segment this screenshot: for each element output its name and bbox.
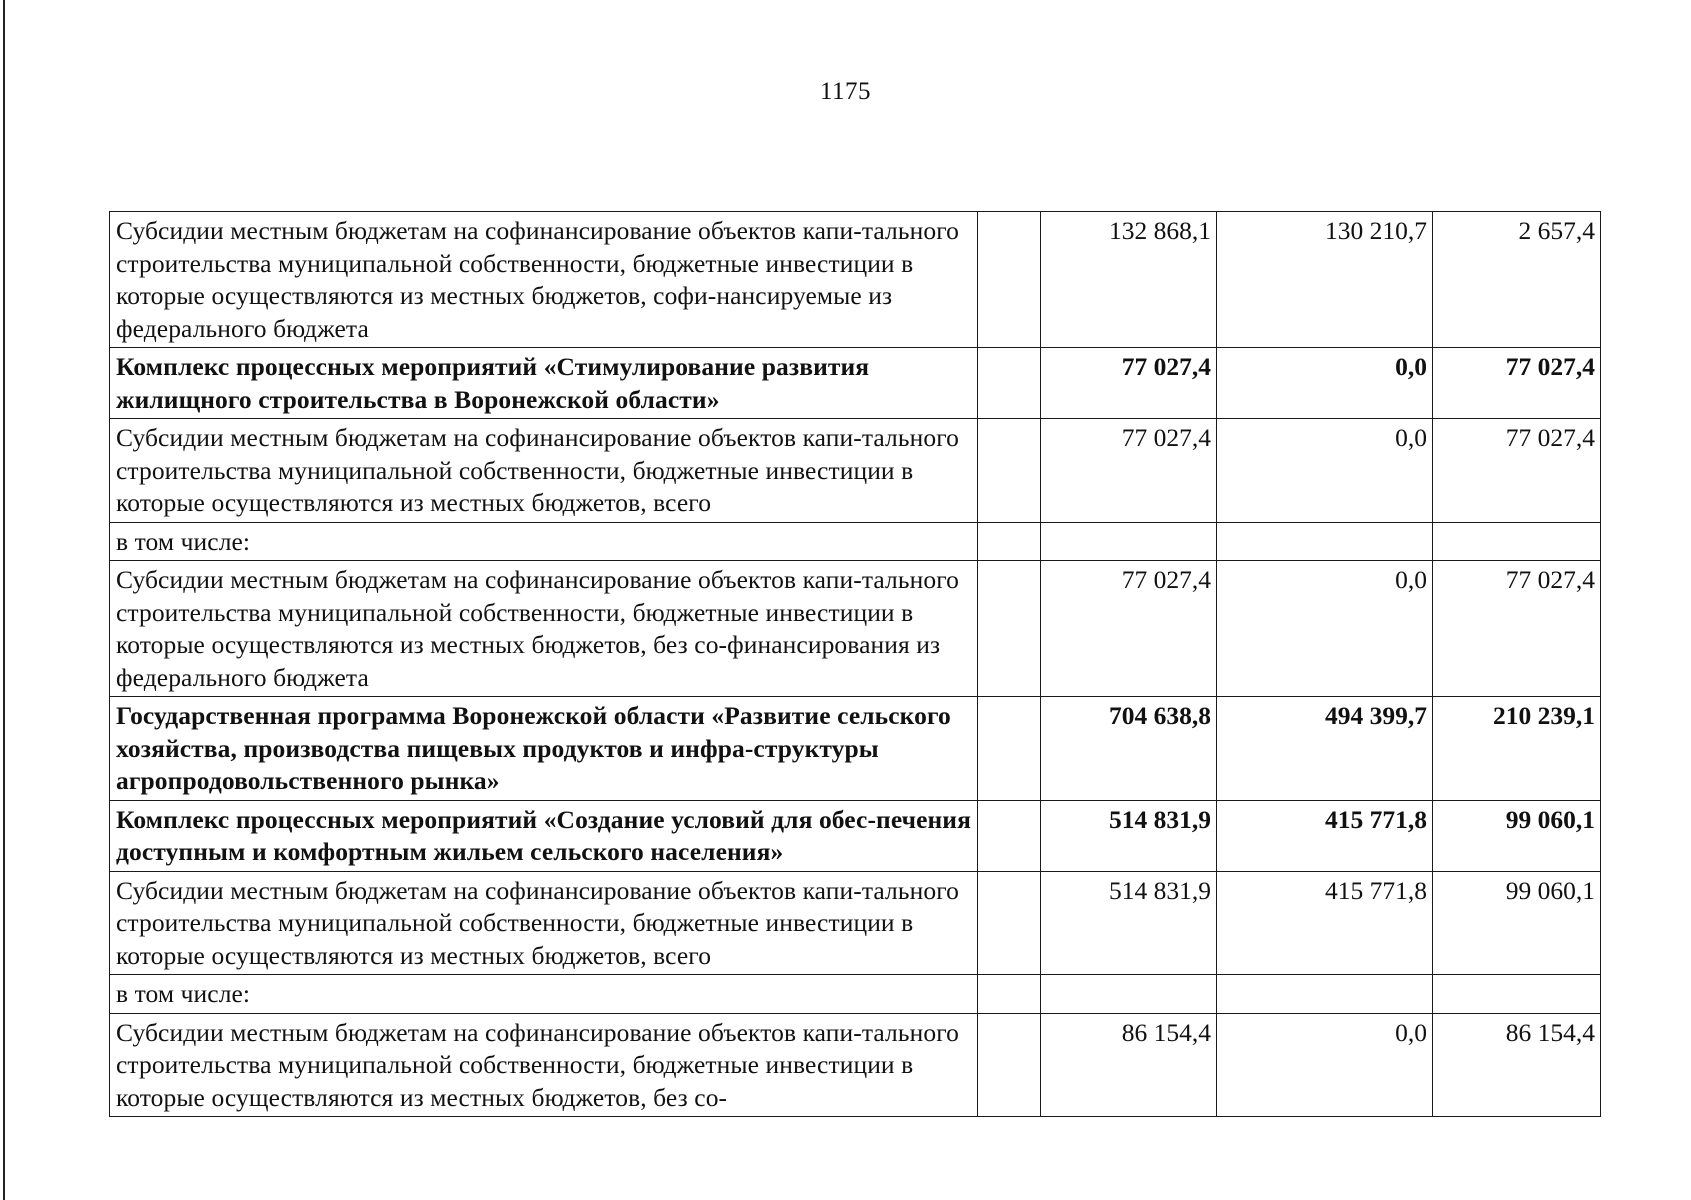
row-regional-cell: 77 027,4	[1433, 419, 1601, 523]
row-total-cell: 77 027,4	[1041, 419, 1217, 523]
row-code-cell	[978, 871, 1041, 975]
row-name-cell: Комплекс процессных мероприятий «Стимулирование развития жилищного строительства в Воронежской области»	[110, 348, 978, 419]
row-total-cell: 514 831,9	[1041, 800, 1217, 871]
row-total-cell: 514 831,9	[1041, 871, 1217, 975]
row-regional-cell: 2 657,4	[1433, 212, 1601, 348]
row-name-cell: в том числе:	[110, 975, 978, 1014]
row-regional-cell: 77 027,4	[1433, 561, 1601, 697]
table-row	[110, 522, 1601, 561]
row-federal-cell: 0,0	[1217, 419, 1433, 523]
row-federal-cell: 494 399,7	[1217, 697, 1433, 801]
table-row	[110, 561, 1601, 697]
row-federal-cell: 130 210,7	[1217, 212, 1433, 348]
row-federal-cell: 0,0	[1217, 561, 1433, 697]
row-code-cell	[978, 212, 1041, 348]
table-row	[110, 697, 1601, 801]
row-code-cell	[978, 522, 1041, 561]
row-code-cell	[978, 975, 1041, 1014]
row-total-cell: 77 027,4	[1041, 561, 1217, 697]
row-total-cell	[1041, 975, 1217, 1014]
table-row	[110, 212, 1601, 348]
row-code-cell	[978, 697, 1041, 801]
row-name-cell: Субсидии местным бюджетам на софинансирование объектов капи-тального строительства муниципальной собственности, бюджетные инвестиции в которые осуществляются из местных бюджетов, всего	[110, 871, 978, 975]
scan-border-line	[3, 0, 5, 1200]
row-regional-cell: 86 154,4	[1433, 1013, 1601, 1117]
row-total-cell: 704 638,8	[1041, 697, 1217, 801]
row-total-cell	[1041, 522, 1217, 561]
row-regional-cell: 99 060,1	[1433, 871, 1601, 975]
row-name-cell: Субсидии местным бюджетам на софинансирование объектов капи-тального строительства муниципальной собственности, бюджетные инвестиции в которые осуществляются из местных бюджетов, без со-финансирования из федерального бюджета	[110, 561, 978, 697]
row-total-cell: 132 868,1	[1041, 212, 1217, 348]
row-regional-cell: 99 060,1	[1433, 800, 1601, 871]
table-row	[110, 419, 1601, 523]
table-row	[110, 871, 1601, 975]
row-federal-cell	[1217, 975, 1433, 1014]
row-code-cell	[978, 348, 1041, 419]
row-name-cell: в том числе:	[110, 522, 978, 561]
row-name-cell: Субсидии местным бюджетам на софинансирование объектов капи-тального строительства муниципальной собственности, бюджетные инвестиции в которые осуществляются из местных бюджетов, софи-нансируемые из федерального бюджета	[110, 212, 978, 348]
row-code-cell	[978, 1013, 1041, 1117]
table-row	[110, 348, 1601, 419]
row-code-cell	[978, 419, 1041, 523]
budget-table	[109, 211, 1601, 1117]
row-federal-cell: 0,0	[1217, 348, 1433, 419]
row-regional-cell	[1433, 522, 1601, 561]
row-total-cell: 77 027,4	[1041, 348, 1217, 419]
row-total-cell: 86 154,4	[1041, 1013, 1217, 1117]
page-number: 1175	[819, 78, 872, 105]
row-federal-cell: 415 771,8	[1217, 871, 1433, 975]
row-code-cell	[978, 800, 1041, 871]
row-regional-cell: 77 027,4	[1433, 348, 1601, 419]
row-name-cell: Субсидии местным бюджетам на софинансирование объектов капи-тального строительства муниципальной собственности, бюджетные инвестиции в которые осуществляются из местных бюджетов, всего	[110, 419, 978, 523]
row-federal-cell: 415 771,8	[1217, 800, 1433, 871]
table-row	[110, 800, 1601, 871]
row-name-cell: Государственная программа Воронежской области «Развитие сельского хозяйства, производства пищевых продуктов и инфра-структуры агропродовольственного рынка»	[110, 697, 978, 801]
row-name-cell: Комплекс процессных мероприятий «Создание условий для обес-печения доступным и комфортным жильем сельского населения»	[110, 800, 978, 871]
row-name-cell: Субсидии местным бюджетам на софинансирование объектов капи-тального строительства муниципальной собственности, бюджетные инвестиции в которые осуществляются из местных бюджетов, без со-	[110, 1013, 978, 1117]
row-federal-cell: 0,0	[1217, 1013, 1433, 1117]
row-regional-cell	[1433, 975, 1601, 1014]
table-row	[110, 1013, 1601, 1117]
row-code-cell	[978, 561, 1041, 697]
table-row	[110, 975, 1601, 1014]
row-regional-cell: 210 239,1	[1433, 697, 1601, 801]
row-federal-cell	[1217, 522, 1433, 561]
